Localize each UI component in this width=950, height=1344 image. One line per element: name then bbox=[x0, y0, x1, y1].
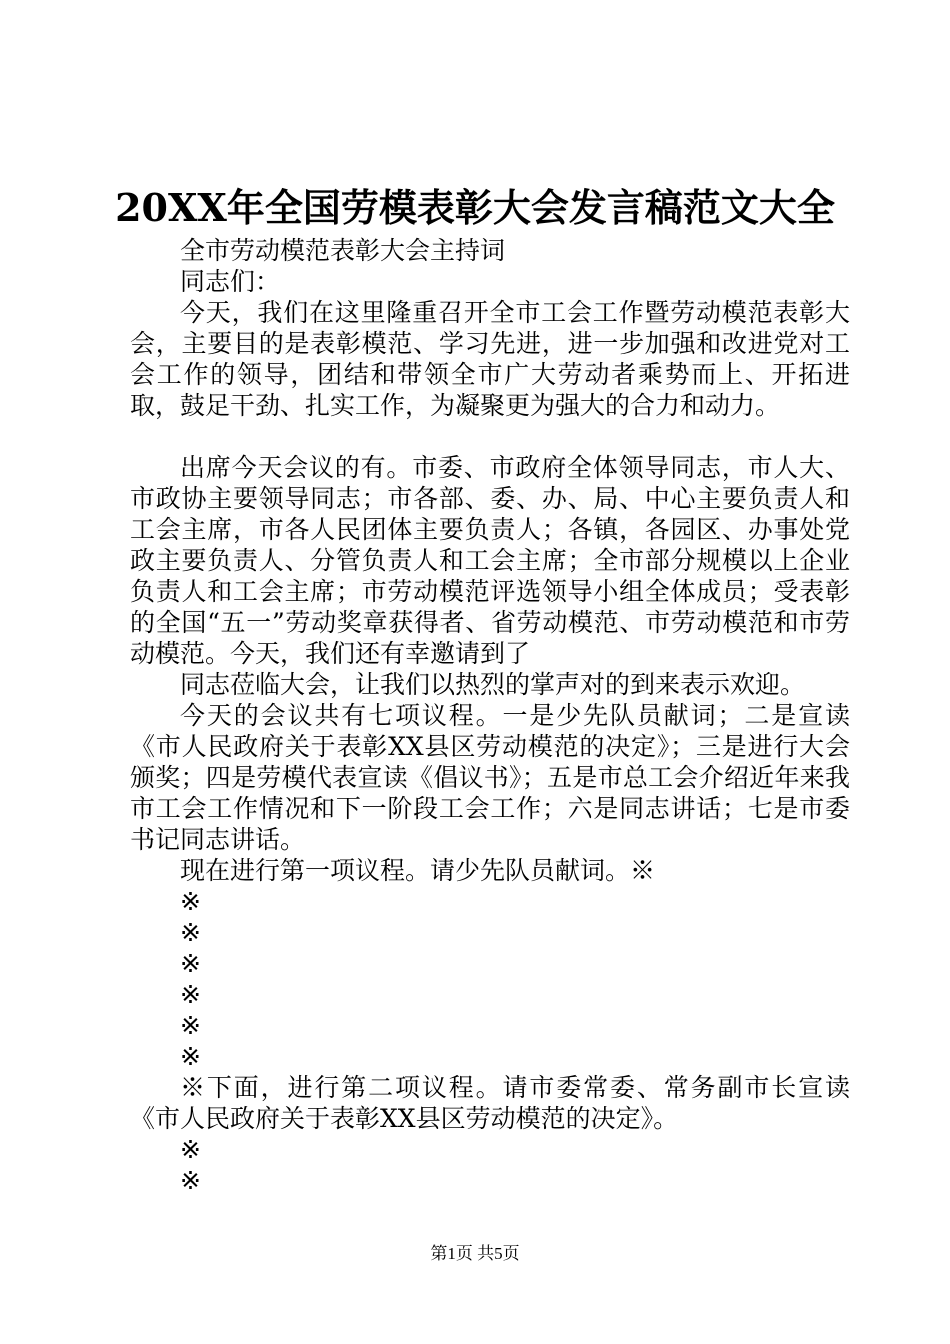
page-number-footer: 第1页 共5页 bbox=[430, 1244, 520, 1263]
reference-mark: ※ bbox=[180, 1042, 201, 1071]
opening-paragraph: 今天，我们在这里隆重召开全市工会工作暨劳动模范表彰大会，主要目的是表彰模范、学习先进，进一步加强和改进党对工会工作的领导，团结和带领全市广大劳动者乘势而上、开拓进取，鼓足干劲、扎实工作，为凝聚更为强大的合力和动力。 bbox=[130, 298, 850, 420]
salutation: 同志们： bbox=[180, 267, 281, 296]
reference-mark: ※ bbox=[180, 1011, 201, 1040]
reference-mark: ※ bbox=[180, 980, 201, 1009]
document-title: 20XX年全国劳模表彰大会发言稿范文大全 bbox=[115, 185, 835, 230]
attendees-paragraph: 出席今天会议的有。市委、市政府全体领导同志，市人大、市政协主要领导同志；市各部、委、办、局、中心主要负责人和工会主席，市各人民团体主要负责人；各镇，各园区、办事处党政主要负责人、分管负责人和工会主席；全市部分规模以上企业负责人和工会主席；市劳动模范评选领导小组全体成员；受表彰的全国“五一”劳动奖章获得者、省劳动模范、市劳动模范和市劳动模范。今天，我们还有幸邀请到了 bbox=[130, 453, 850, 668]
agenda-item-1: 现在进行第一项议程。请少先队员献词。※ bbox=[180, 856, 656, 885]
agenda-paragraph: 今天的会议共有七项议程。一是少先队员献词；二是宣读《市人民政府关于表彰XX县区劳动模范的决定》；三是进行大会颁奖；四是劳模代表宣读《倡议书》；五是市总工会介绍近年来我市工会工作情况和下一阶段工会工作；六是同志讲话；七是市委书记同志讲话。 bbox=[130, 701, 850, 854]
welcome-paragraph: 同志莅临大会，让我们以热烈的掌声对的到来表示欢迎。 bbox=[180, 670, 806, 699]
reference-mark: ※ bbox=[180, 887, 201, 916]
reference-mark: ※ bbox=[180, 949, 201, 978]
agenda-item-2: ※下面，进行第二项议程。请市委常委、常务副市长宣读《市人民政府关于表彰XX县区劳动模范的决定》。 bbox=[130, 1073, 850, 1133]
speech-heading: 全市劳动模范表彰大会主持词 bbox=[180, 236, 506, 265]
reference-mark: ※ bbox=[180, 1166, 201, 1195]
document-body bbox=[130, 235, 850, 1196]
reference-mark: ※ bbox=[180, 918, 201, 947]
reference-mark: ※ bbox=[180, 1135, 201, 1164]
